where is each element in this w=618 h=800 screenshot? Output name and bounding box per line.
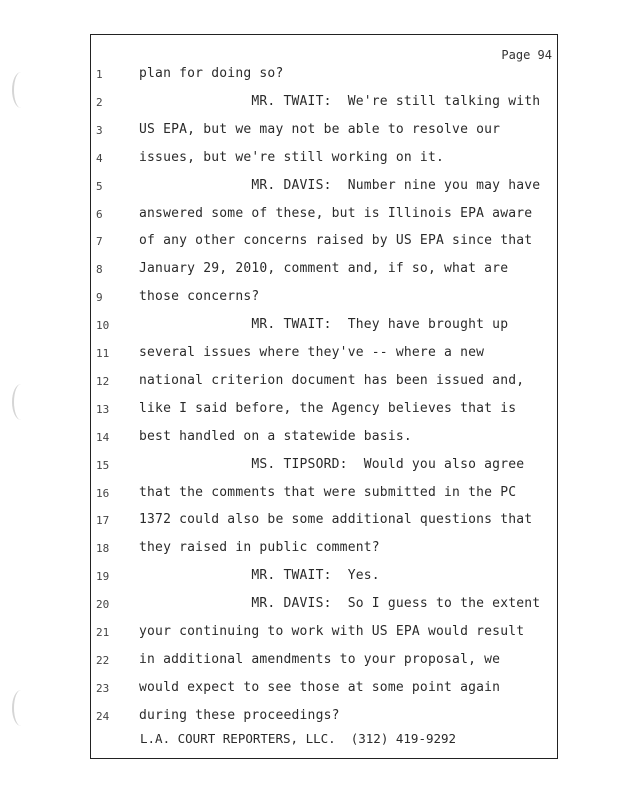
line-number: 16 — [96, 486, 110, 500]
transcript-line: issues, but we're still working on it. — [139, 149, 445, 165]
line-number: 7 — [96, 235, 103, 249]
line-number: 9 — [96, 291, 103, 305]
binder-hole-top — [12, 72, 30, 108]
transcript-line: January 29, 2010, comment and, if so, what are — [139, 261, 509, 277]
line-number: 15 — [96, 458, 110, 472]
line-number: 21 — [96, 626, 110, 639]
transcript-page-frame — [90, 34, 558, 759]
court-reporter-footer: L.A. COURT REPORTERS, LLC. (312) 419-9292 — [140, 731, 457, 746]
transcript-line: MS. TIPSORD: Would you also agree — [139, 456, 525, 472]
line-number: 6 — [96, 207, 103, 221]
line-number: 22 — [96, 653, 110, 667]
line-number: 19 — [96, 570, 110, 584]
line-number: 20 — [96, 598, 110, 612]
transcript-line: that the comments that were submitted in the PC — [139, 484, 517, 500]
transcript-line: in additional amendments to your proposal, we — [139, 651, 501, 667]
transcript-line: MR. TWAIT: They have brought up — [139, 317, 509, 333]
transcript-line: your continuing to work with US EPA would result — [139, 624, 525, 639]
line-number: 11 — [96, 347, 110, 360]
binder-hole-middle — [12, 384, 30, 420]
line-number: 4 — [96, 151, 103, 165]
line-number: 8 — [96, 263, 103, 277]
transcript-line: national criterion document has been issued and, — [139, 372, 525, 388]
line-number: 3 — [96, 123, 103, 137]
line-number: 2 — [96, 95, 103, 109]
transcript-line: MR. DAVIS: Number nine you may have — [139, 177, 541, 193]
transcript-line: during these proceedings? — [139, 707, 340, 723]
line-number: 12 — [96, 374, 110, 388]
line-number: 23 — [96, 681, 110, 695]
transcript-line: plan for doing so? — [139, 66, 284, 81]
line-number: 14 — [96, 430, 110, 444]
transcript-line: MR. DAVIS: So I guess to the extent — [139, 596, 541, 612]
line-number: 1 — [96, 68, 103, 81]
transcript-line: they raised in public comment? — [139, 540, 380, 556]
line-number: 17 — [96, 514, 110, 528]
transcript-line: MR. TWAIT: Yes. — [139, 568, 380, 584]
transcript-line: would expect to see those at some point again — [139, 679, 501, 695]
line-number: 18 — [96, 542, 110, 556]
transcript-line: those concerns? — [139, 289, 260, 305]
transcript-line: several issues where they've -- where a new — [139, 345, 485, 360]
transcript-line: like I said before, the Agency believes that is — [139, 400, 517, 416]
transcript-line: MR. TWAIT: We're still talking with — [139, 93, 541, 109]
line-number: 10 — [96, 319, 110, 333]
transcript-line: of any other concerns raised by US EPA since that — [139, 233, 533, 249]
transcript-line: best handled on a statewide basis. — [139, 428, 412, 444]
line-number: 24 — [96, 709, 110, 723]
binder-hole-bottom — [12, 690, 30, 726]
transcript-line: US EPA, but we may not be able to resolve our — [139, 121, 501, 137]
line-number: 5 — [96, 179, 103, 193]
line-number: 13 — [96, 402, 110, 416]
transcript-line: 1372 could also be some additional questions that — [139, 512, 533, 528]
page-number: Page 94 — [501, 48, 552, 62]
transcript-line: answered some of these, but is Illinois EPA aware — [139, 205, 533, 221]
